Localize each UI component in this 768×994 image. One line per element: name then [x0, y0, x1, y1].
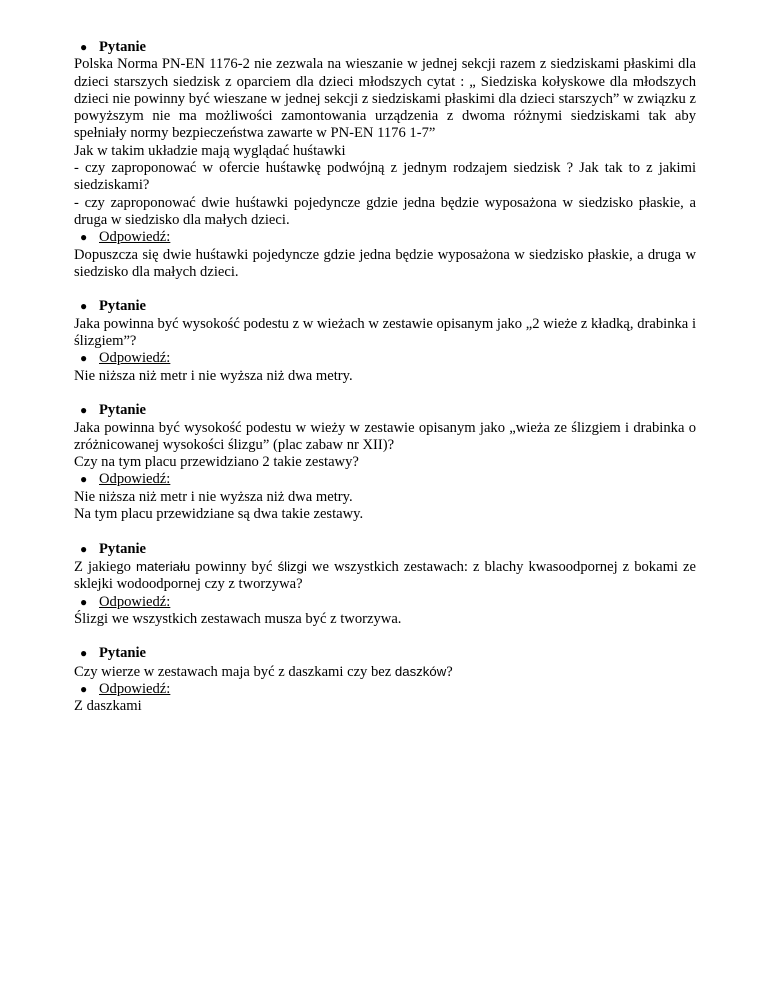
- qa-block-4: [74, 541, 696, 628]
- answer-text: Nie niższa niż metr i nie wyższa niż dwa metry.: [74, 367, 353, 384]
- qa-block-5: [74, 645, 696, 715]
- bullet-icon: ●: [80, 541, 88, 556]
- bullet-icon: ●: [80, 230, 88, 245]
- bullet-icon: ●: [80, 594, 88, 609]
- question-text: Jak w takim układzie mają wyglądać huśtawki: [74, 142, 346, 159]
- question-text: Jaka powinna być wysokość podestu z w wieżach w zestawie opisanym jako „2 wieże z kładką, drabinka i ślizgiem”?: [74, 315, 696, 350]
- question-heading: ● Pytanie: [80, 39, 147, 55]
- answer-text: Na tym placu przewidziane są dwa takie zestawy.: [74, 506, 364, 523]
- answer-text: Ślizgi we wszystkich zestawach musza być z tworzywa.: [74, 610, 402, 627]
- answer-text: Z daszkami: [74, 698, 142, 715]
- question-text: Jaka powinna być wysokość podestu w wieży w zestawie opisanym jako „wieża ze ślizgiem i drabinka o zróżnicowanej wysokości ślizgu” (plac zabaw nr XII)?: [74, 419, 696, 453]
- bullet-icon: ●: [80, 646, 88, 661]
- answer-heading: ● Odpowiedź:: [80, 229, 171, 246]
- bullet-icon: ●: [80, 403, 88, 418]
- question-heading: ● Pytanie: [80, 540, 147, 557]
- qa-block-2: [74, 298, 696, 384]
- question-text: Czy na tym placu przewidziano 2 takie zestawy?: [74, 454, 359, 471]
- question-text: Z jakiego materiału powinny być ślizgi we wszystkich zestawach: z blachy kwasoodpornej z bokami ze sklejki wodoodpornej czy z tworzywa?: [74, 558, 696, 593]
- question-text: - czy zaproponować w ofercie huśtawkę podwójną z jednym rodzajem siedzisk ? Jak tak to z jakimi siedziskami?: [74, 160, 696, 194]
- question-text: Czy wierze w zestawach maja być z daszkami czy bez daszków?: [74, 663, 453, 680]
- answer-heading: ● Odpowiedź:: [80, 350, 171, 367]
- bullet-icon: ●: [80, 681, 88, 696]
- answer-heading: ● Odpowiedź:: [80, 680, 171, 697]
- answer-text: Dopuszcza się dwie huśtawki pojedyncze gdzie jedna będzie wyposażona w siedzisko płaskie, a druga w siedzisko dla małych dzieci.: [74, 246, 696, 280]
- answer-heading: ● Odpowiedź:: [80, 471, 171, 488]
- question-heading: ● Pytanie: [80, 402, 147, 419]
- question-text: - czy zaproponować dwie huśtawki pojedyncze gdzie jedna będzie wyposażona w siedzisko płaskie, a druga w siedzisko dla małych dzieci.: [74, 194, 696, 228]
- question-heading: ● Pytanie: [80, 645, 147, 662]
- qa-block-1: [74, 39, 696, 281]
- bullet-icon: ●: [80, 299, 88, 314]
- answer-text: Nie niższa niż metr i nie wyższa niż dwa metry.: [74, 488, 353, 505]
- bullet-icon: ●: [80, 351, 88, 366]
- question-text: Polska Norma PN-EN 1176-2 nie zezwala na wieszanie w jednej sekcji razem z siedziskami płaskimi dla dzieci starszych siedzisk z oparciem dla dzieci młodszych cytat : „ Siedziska kołyskowe dla młodszych dzieci nie powinny być wieszane w jednej sekcji z siedziskami płaskimi dla dzieci starszych” w związku z powyższym nie ma możliwości zamontowania urządzenia z dwoma różnymi siedziskami tak aby spełniały normy bezpieczeństwa zawarte w PN-EN 1176 1-7”: [74, 56, 696, 142]
- document-page: [74, 39, 696, 733]
- bullet-icon: ●: [80, 472, 88, 487]
- bullet-icon: ●: [80, 40, 88, 54]
- question-heading: ● Pytanie: [80, 298, 147, 315]
- answer-heading: ● Odpowiedź:: [80, 593, 171, 610]
- qa-block-3: [74, 402, 696, 523]
